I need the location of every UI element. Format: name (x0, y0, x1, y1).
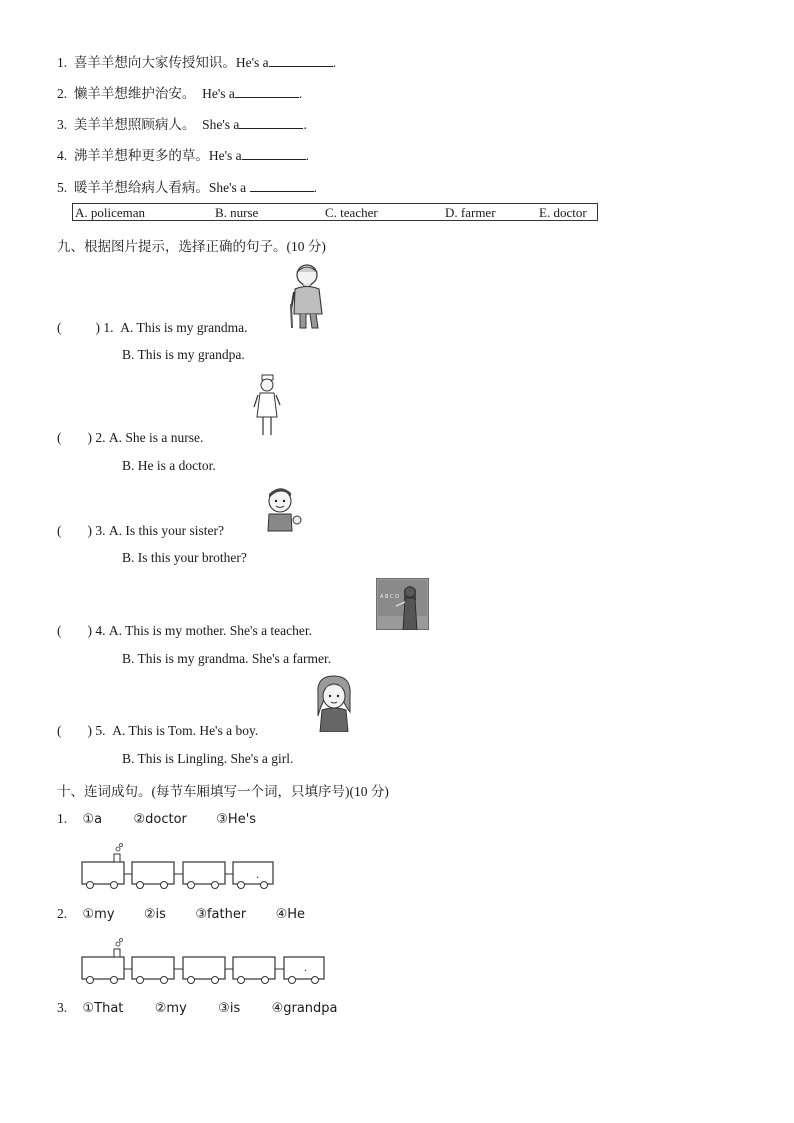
s8-item-2-blank[interactable] (235, 85, 299, 98)
s10-item-2-word-4: ④He (275, 907, 306, 922)
s10-item-3-num: 3. (57, 1000, 68, 1015)
q9-4-paren-open: ( (57, 623, 62, 638)
train-1-period: . (256, 867, 259, 881)
q9-5-answer-blank[interactable] (62, 723, 88, 735)
q9-5-option-b: B. This is Lingling. She's a girl. (122, 751, 294, 766)
q9-3-option-a: A. Is this your sister? (108, 523, 224, 538)
q9-2-option-b: B. He is a doctor. (122, 458, 216, 473)
q9-1-option-b: B. This is my grandpa. (122, 347, 245, 362)
s10-item-3-word-3: ③is (218, 1001, 241, 1016)
s8-item-1-blank[interactable] (269, 54, 333, 67)
s8-item-2-cn: 懒羊羊想维护治安。 (73, 86, 196, 101)
q9-1-option-a: A. This is my grandma. (120, 320, 248, 335)
train-1-engine[interactable] (82, 844, 124, 889)
s10-train-2 (78, 935, 330, 985)
s10-train-1 (78, 840, 278, 890)
train-2-period: . (304, 960, 307, 974)
s10-item-3-word-2: ②my (154, 1001, 187, 1016)
train-2-car-5[interactable] (284, 957, 324, 984)
s8-item-1-en: He's a (235, 55, 269, 70)
board-text: A B C D (380, 594, 399, 600)
s8-item-3 (57, 113, 307, 133)
q9-2-num: 2. (95, 430, 106, 445)
option-d: D. farmer (445, 205, 496, 220)
q9-3-paren-close: ) (87, 523, 92, 538)
s8-item-2-en: He's a (202, 86, 235, 101)
s10-item-2-num: 2. (57, 906, 68, 921)
q9-4-line-a (57, 623, 312, 639)
s8-item-5-cn: 暖羊羊想给病人看病。 (73, 180, 209, 195)
q9-5-paren-open: ( (57, 723, 62, 738)
s8-item-4-end: . (305, 148, 310, 163)
option-c: C. teacher (325, 205, 378, 220)
s8-item-4-en: He's a (208, 148, 242, 163)
option-a: A. policeman (75, 205, 146, 220)
section10-heading: 十、连词成句。(每节车厢填写一个词，只填序号)(10 分) (57, 784, 389, 799)
q9-4-answer-blank[interactable] (62, 623, 88, 635)
boy-picture (264, 486, 304, 532)
q9-1-paren-open: ( (57, 320, 62, 335)
s8-item-5-blank[interactable] (250, 179, 314, 192)
s8-item-4-cn: 沸羊羊想种更多的草。 (73, 148, 209, 163)
q9-5-paren-close: ) (87, 723, 92, 738)
s10-item-2-word-1: ①my (82, 907, 115, 922)
train-2-engine[interactable] (82, 939, 124, 984)
s8-item-3-en: She's a (202, 117, 240, 132)
q9-1-answer-blank[interactable] (62, 320, 96, 332)
q9-5-line-a (57, 723, 258, 739)
q9-3-line-a (57, 523, 224, 539)
q9-1-paren-close: ) (95, 320, 100, 335)
s8-item-5-num: 5. (57, 180, 68, 195)
s10-item-1-word-2: ②doctor (133, 812, 187, 827)
train-1-car-4[interactable] (233, 862, 273, 889)
s8-item-3-blank[interactable] (239, 116, 303, 129)
option-b: B. nurse (215, 205, 259, 220)
s8-item-2 (57, 82, 302, 102)
q9-1-line-a (57, 320, 248, 336)
section9-heading: 九、根据图片提示，选择正确的句子。(10 分) (57, 239, 326, 254)
s10-item-3 (57, 1000, 338, 1016)
q9-4-paren-close: ) (87, 623, 92, 638)
nurse-picture (253, 373, 281, 439)
options-box (72, 203, 598, 221)
q9-2-line-a (57, 430, 203, 446)
q9-4-num: 4. (95, 623, 106, 638)
q9-2-paren-open: ( (57, 430, 62, 445)
s8-item-3-end: . (303, 117, 307, 132)
s10-item-2-word-2: ②is (143, 907, 166, 922)
s8-item-1-num: 1. (57, 55, 68, 70)
q9-4-option-b: B. This is my grandma. She's a farmer. (122, 651, 332, 666)
s8-item-1-end: . (332, 55, 337, 70)
s10-item-3-word-1: ①That (82, 1001, 124, 1016)
q9-2-paren-close: ) (87, 430, 92, 445)
option-e: E. doctor (539, 205, 587, 220)
q9-5-num: 5. (95, 723, 106, 738)
girl-picture (310, 674, 356, 732)
teacher-picture (376, 578, 429, 630)
s8-item-4-blank[interactable] (242, 147, 306, 160)
s10-item-2 (57, 906, 305, 922)
s8-item-4 (57, 144, 309, 164)
s8-item-5-end: . (313, 180, 317, 195)
q9-5-option-a: A. This is Tom. He's a boy. (112, 723, 259, 738)
s8-item-4-num: 4. (57, 148, 68, 163)
q9-3-paren-open: ( (57, 523, 62, 538)
s10-item-1-word-1: ①a (82, 812, 103, 827)
q9-2-option-a: A. She is a nurse. (108, 430, 204, 445)
q9-4-option-a: A. This is my mother. She's a teacher. (108, 623, 313, 638)
q9-1-num: 1. (103, 320, 114, 335)
s10-item-1 (57, 811, 256, 827)
s8-item-1-cn: 喜羊羊想向大家传授知识。 (73, 55, 236, 70)
q9-2-answer-blank[interactable] (62, 430, 88, 442)
train-1-car-2[interactable] (132, 862, 174, 889)
s8-item-2-end: . (298, 86, 303, 101)
s10-item-3-word-4: ④grandpa (271, 1001, 338, 1016)
grandpa-picture (286, 262, 328, 330)
s8-item-3-num: 3. (57, 117, 68, 132)
s8-item-5 (57, 176, 317, 196)
train-2-car-2[interactable] (132, 957, 174, 984)
s8-item-5-en: She's a (208, 180, 247, 195)
train-1-car-3[interactable] (183, 862, 225, 889)
q9-3-answer-blank[interactable] (62, 523, 88, 535)
train-2-car-4[interactable] (233, 957, 275, 984)
q9-3-option-b: B. Is this your brother? (122, 550, 247, 565)
s10-item-1-word-3: ③He's (216, 812, 257, 827)
s8-item-3-cn: 美羊羊想照顾病人。 (73, 117, 196, 132)
s10-item-1-num: 1. (57, 811, 68, 826)
s8-item-2-num: 2. (57, 86, 68, 101)
s8-item-1 (57, 51, 336, 71)
train-2-car-3[interactable] (183, 957, 225, 984)
q9-3-num: 3. (95, 523, 106, 538)
s10-item-2-word-3: ③father (195, 907, 247, 922)
